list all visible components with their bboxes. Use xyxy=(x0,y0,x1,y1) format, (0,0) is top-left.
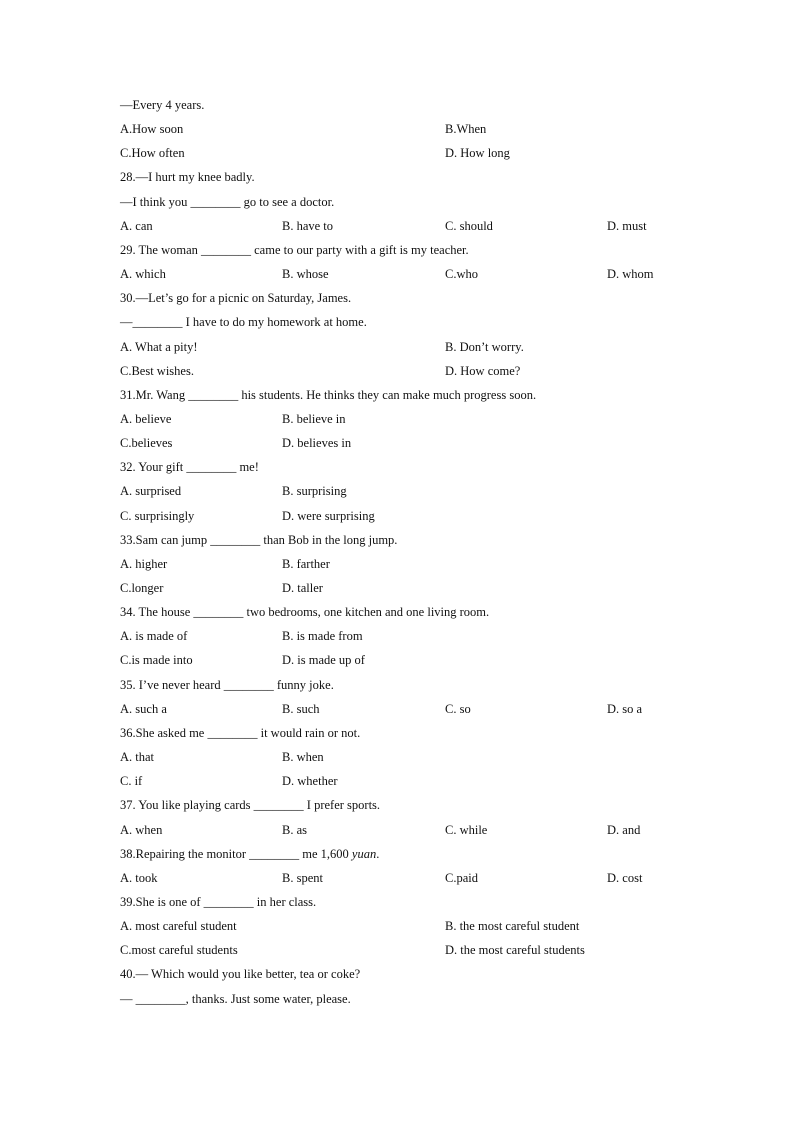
answer-option: C.most careful students xyxy=(120,943,238,958)
question-text: —Every 4 years. xyxy=(120,98,205,112)
question-text: 36.She asked me ________ it would rain or not. xyxy=(120,725,361,740)
answer-option: C.believes xyxy=(120,436,173,451)
question-line xyxy=(120,530,397,550)
answer-option: D. taller xyxy=(282,581,323,595)
question-line xyxy=(120,844,379,864)
answer-option: A. which xyxy=(120,267,166,282)
answer-option: B.When xyxy=(445,122,487,137)
answer-option: A. What a pity! xyxy=(120,339,198,354)
question-line xyxy=(120,964,360,984)
question-italic-word: yuan xyxy=(351,846,377,861)
answer-option: B. believe in xyxy=(282,411,346,426)
answer-option: D. believes in xyxy=(282,436,352,451)
answer-option: C.longer xyxy=(120,581,164,595)
answer-option: B. have to xyxy=(282,218,334,233)
answer-option: D. must xyxy=(607,218,647,233)
question-line xyxy=(120,385,536,405)
answer-option: D. the most careful students xyxy=(445,943,585,958)
answer-option: D. How long xyxy=(445,146,510,161)
question-text: —I think you ________ go to see a doctor. xyxy=(120,194,335,209)
question-line xyxy=(120,602,489,622)
answer-option: C. so xyxy=(445,701,471,716)
question-line xyxy=(120,723,360,743)
answer-option: A. surprised xyxy=(120,484,182,499)
answer-option: A. took xyxy=(120,870,158,885)
question-line xyxy=(120,167,255,187)
answer-option: A. is made of xyxy=(120,629,188,644)
answer-option: A. most careful student xyxy=(120,919,237,934)
answer-option: C. if xyxy=(120,774,143,789)
question-line xyxy=(120,892,316,912)
question-line xyxy=(120,95,204,115)
question-line xyxy=(120,795,380,815)
question-text: 40.— Which would you like better, tea or coke? xyxy=(120,967,361,982)
question-text: 37. You like playing cards ________ I prefer sports. xyxy=(120,798,381,813)
answer-option: D. were surprising xyxy=(282,508,375,523)
question-line xyxy=(120,989,351,1009)
question-text: 30.—Let’s go for a picnic on Saturday, James. xyxy=(120,291,352,306)
answer-option: C. should xyxy=(445,218,493,233)
question-text: 38.Repairing the monitor ________ me 1,600 xyxy=(120,846,352,861)
answer-option: A. believe xyxy=(120,411,172,426)
question-text: 33.Sam can jump ________ than Bob in the long jump. xyxy=(120,532,398,547)
answer-option: D. whether xyxy=(282,774,338,789)
question-text: 28.—I hurt my knee badly. xyxy=(120,170,255,185)
question-text: —________ I have to do my homework at home. xyxy=(120,315,367,330)
question-text-end: . xyxy=(376,846,380,861)
question-text: 31.Mr. Wang ________ his students. He thinks they can make much progress soon. xyxy=(120,387,537,402)
answer-option: B. such xyxy=(282,701,320,716)
question-text: 39.She is one of ________ in her class. xyxy=(120,894,317,909)
question-line xyxy=(120,675,334,695)
answer-option: D. and xyxy=(607,822,641,837)
answer-option: B. surprising xyxy=(282,484,347,499)
answer-option: B. when xyxy=(282,750,324,765)
answer-option: C. surprisingly xyxy=(120,508,195,523)
answer-option: C.who xyxy=(445,267,478,282)
answer-option: B. as xyxy=(282,822,307,837)
question-text: 34. The house ________ two bedrooms, one kitchen and one living room. xyxy=(120,605,490,620)
question-text: 29. The woman ________ came to our party with a gift is my teacher. xyxy=(120,242,469,257)
question-text: 35. I’ve never heard ________ funny joke. xyxy=(120,677,334,692)
question-line xyxy=(120,457,259,477)
answer-option: D. cost xyxy=(607,870,643,885)
answer-option: D. is made up of xyxy=(282,653,365,668)
answer-option: C.is made into xyxy=(120,653,193,668)
answer-option: C. while xyxy=(445,822,488,837)
answer-option: B. is made from xyxy=(282,629,363,644)
answer-option: B. spent xyxy=(282,870,323,885)
answer-option: D. whom xyxy=(607,267,654,282)
question-line xyxy=(120,288,351,308)
answer-option: A. can xyxy=(120,218,153,233)
answer-option: D. so a xyxy=(607,701,643,716)
question-line xyxy=(120,192,334,212)
question-text: 32. Your gift ________ me! xyxy=(120,460,259,475)
question-line xyxy=(120,240,469,260)
answer-option: A. that xyxy=(120,750,155,765)
answer-option: B. the most careful student xyxy=(445,919,580,934)
answer-option: A. when xyxy=(120,822,163,837)
answer-option: C.paid xyxy=(445,870,478,885)
answer-option: B. Don’t worry. xyxy=(445,339,524,354)
answer-option: A. higher xyxy=(120,556,168,571)
answer-option: B. whose xyxy=(282,267,329,282)
question-text: — ________, thanks. Just some water, please. xyxy=(120,991,351,1006)
answer-option: B. farther xyxy=(282,556,330,571)
answer-option: C.Best wishes. xyxy=(120,363,194,378)
answer-option: A.How soon xyxy=(120,122,184,137)
answer-option: C.How often xyxy=(120,146,185,161)
question-line xyxy=(120,312,367,332)
answer-option: D. How come? xyxy=(445,363,521,378)
answer-option: A. such a xyxy=(120,701,167,716)
